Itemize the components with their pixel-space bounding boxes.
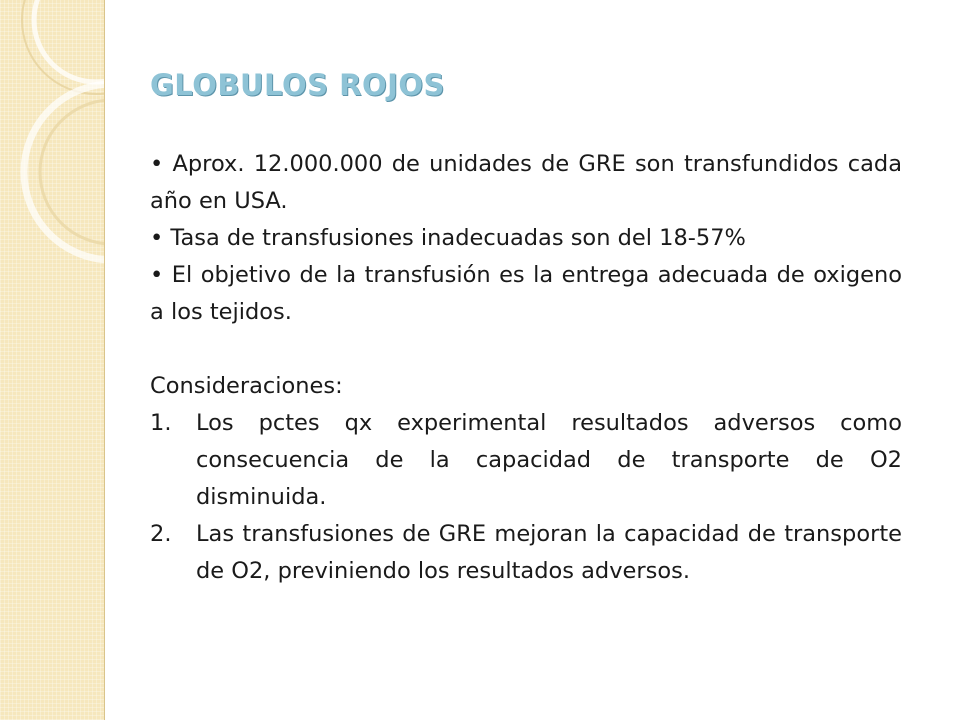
list-item-text: Las transfusiones de GRE mejoran la capacidad de transporte de O2, previniendo los resultados adversos. <box>196 521 902 584</box>
decorative-rings <box>0 0 104 720</box>
list-item <box>150 516 902 590</box>
decorative-side-band <box>0 0 105 720</box>
slide-title: GLOBULOS ROJOS <box>150 68 445 102</box>
considerations-list <box>150 405 902 590</box>
list-item-text: Los pctes qx experimental resultados adversos como consecuencia de la capacidad de transporte de O2 disminuida. <box>196 410 902 510</box>
bullet-item: • Tasa de transfusiones inadecuadas son del 18-57% <box>150 225 746 251</box>
bullet-item: • Aprox. 12.000.000 de unidades de GRE son transfundidos cada año en USA. <box>150 151 902 214</box>
list-number: 1. <box>150 410 172 436</box>
list-number: 2. <box>150 521 172 547</box>
bullet-item: • El objetivo de la transfusión es la entrega adecuada de oxigeno a los tejidos. <box>150 262 902 325</box>
list-item <box>150 405 902 516</box>
considerations-heading: Consideraciones: <box>150 373 343 399</box>
slide-body <box>150 146 902 590</box>
spacer <box>150 331 902 368</box>
